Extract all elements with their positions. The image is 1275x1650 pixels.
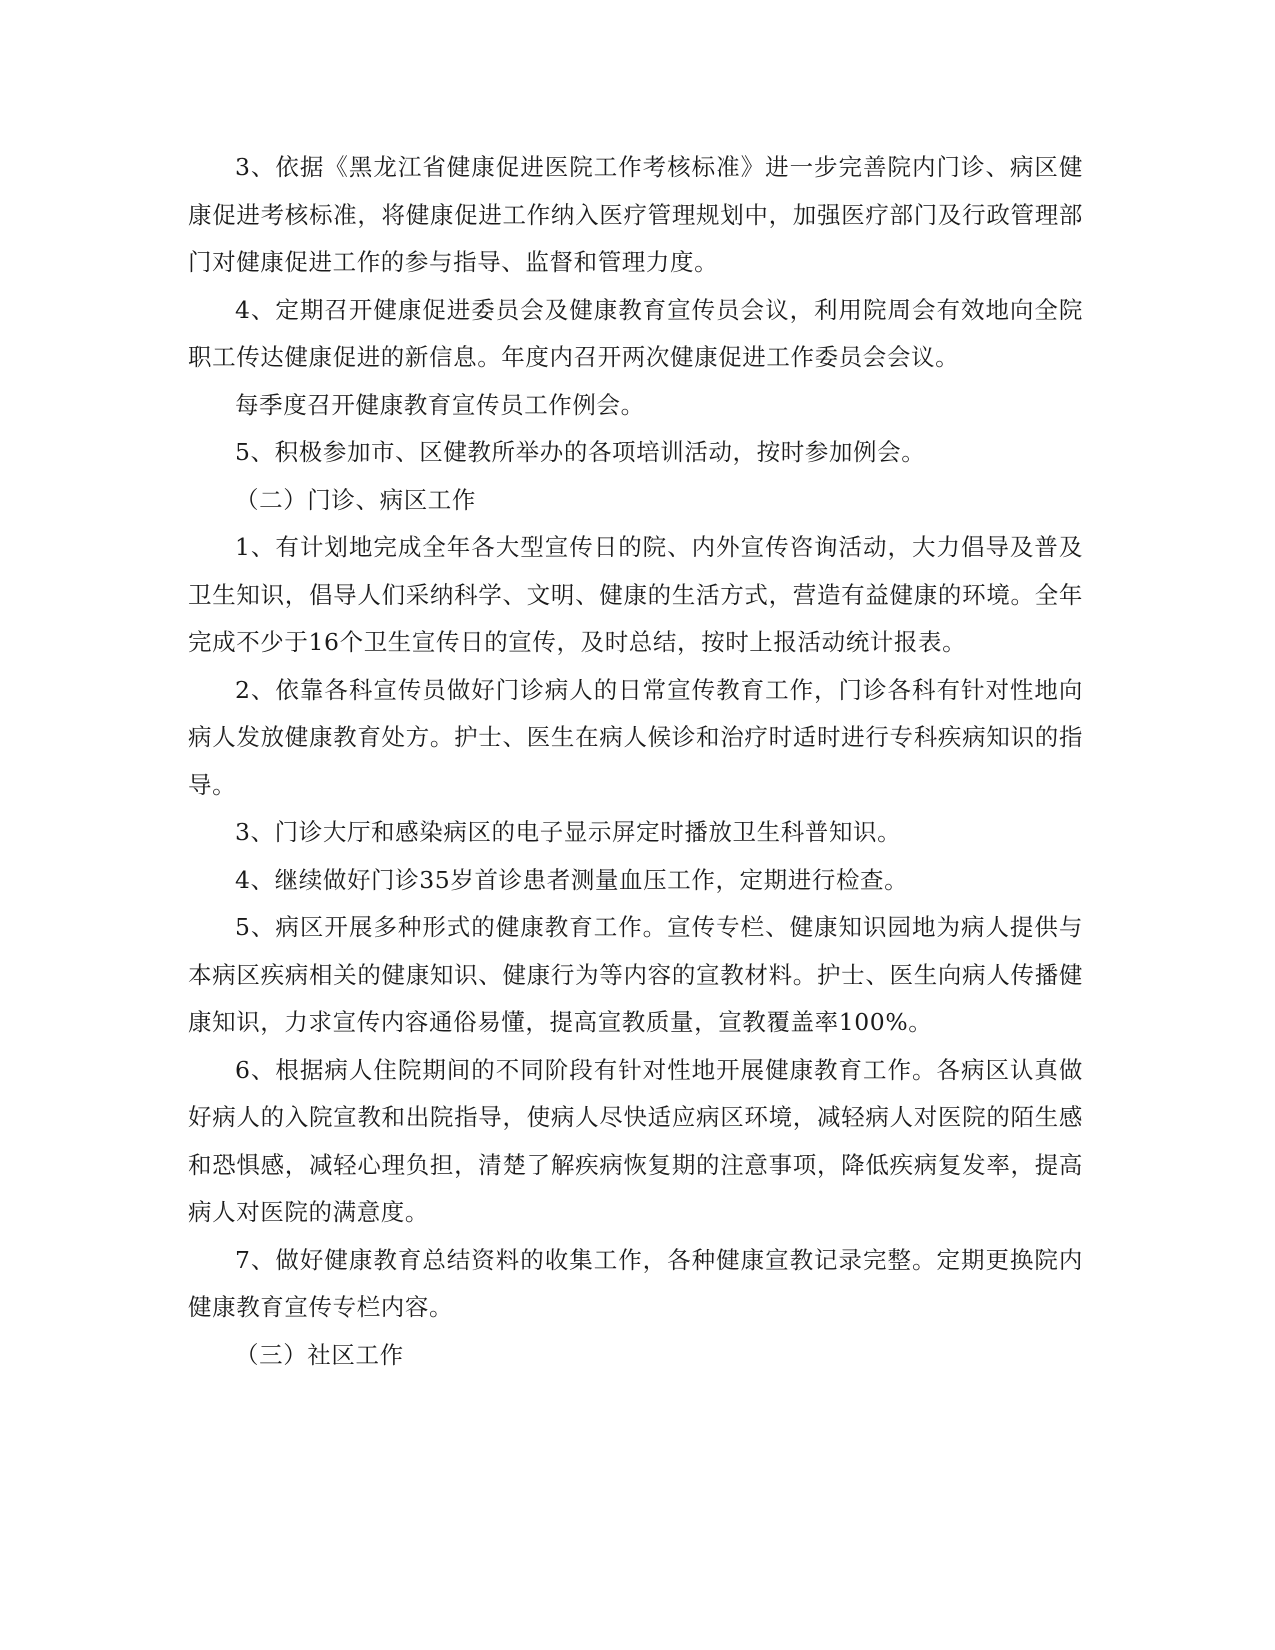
paragraph-item-5-ward-education: 5、病区开展多种形式的健康教育工作。宣传专栏、健康知识园地为病人提供与本病区疾病相关的健康知识、健康行为等内容的宣教材料。护士、医生向病人传播健康知识，力求宣传内容通俗易懂，提高宣教质量，宣教覆盖率100%。 [188, 913, 1083, 1036]
paragraph-item-2-outpatient-education: 2、依靠各科宣传员做好门诊病人的日常宣传教育工作，门诊各科有针对性地向病人发放健康教育处方。护士、医生在病人候诊和治疗时适时进行专科疾病知识的指导。 [188, 675, 1083, 799]
paragraph-item-3-display-screen: 3、门诊大厅和感染病区的电子显示屏定时播放卫生科普知识。 [235, 818, 902, 846]
paragraph-item-7-records: 7、做好健康教育总结资料的收集工作，各种健康宣教记录完整。定期更换院内健康教育宣传专栏内容。 [188, 1245, 1083, 1321]
section-heading-community: （三）社区工作 [235, 1340, 404, 1369]
paragraph-item-4-meetings: 4、定期召开健康促进委员会及健康教育宣传员会议，利用院周会有效地向全院职工传达健康促进的新信息。年度内召开两次健康促进工作委员会会议。 [188, 295, 1083, 371]
paragraph-item-5-training: 5、积极参加市、区健教所举办的各项培训活动，按时参加例会。 [235, 438, 926, 466]
paragraph-item-1-publicity-days: 1、有计划地完成全年各大型宣传日的院、内外宣传咨询活动，大力倡导及普及卫生知识，倡导人们采纳科学、文明、健康的生活方式，营造有益健康的环境。全年完成不少于16个卫生宣传日的宣传，及时总结，按时上报活动统计报表。 [188, 533, 1083, 656]
document-body [188, 144, 1083, 1379]
paragraph-item-4-blood-pressure: 4、继续做好门诊35岁首诊患者测量血压工作，定期进行检查。 [235, 865, 909, 894]
paragraph-quarterly-meeting: 每季度召开健康教育宣传员工作例会。 [235, 390, 645, 419]
section-heading-outpatient-ward: （二）门诊、病区工作 [235, 485, 476, 514]
paragraph-item-3-assessment: 3、依据《黑龙江省健康促进医院工作考核标准》进一步完善院内门诊、病区健康促进考核标准，将健康促进工作纳入医疗管理规划中，加强医疗部门及行政管理部门对健康促进工作的参与指导、监督和管理力度。 [188, 153, 1083, 276]
paragraph-item-6-inpatient-stages: 6、根据病人住院期间的不同阶段有针对性地开展健康教育工作。各病区认真做好病人的入院宣教和出院指导，使病人尽快适应病区环境，减轻病人对医院的陌生感和恐惧感，减轻心理负担，清楚了解疾病恢复期的注意事项，降低疾病复发率，提高病人对医院的满意度。 [188, 1055, 1083, 1226]
